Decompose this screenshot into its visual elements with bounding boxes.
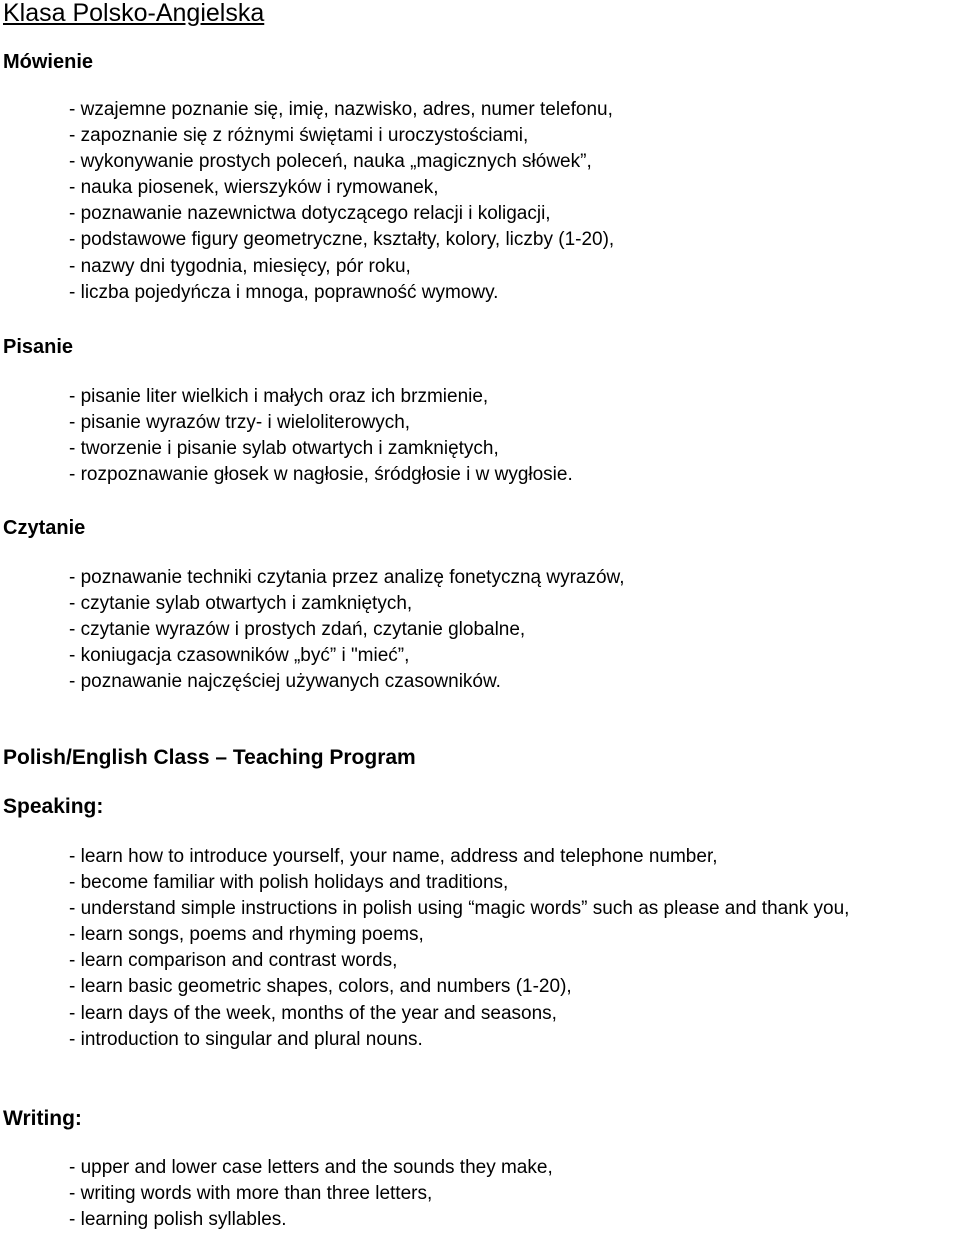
list-item: - learn songs, poems and rhyming poems, — [69, 924, 424, 946]
list-item: - introduction to singular and plural nouns. — [69, 1028, 423, 1050]
czytanie-list — [69, 565, 625, 695]
list-item: - wykonywanie prostych poleceń, nauka „magicznych słówek”, — [69, 151, 592, 173]
section-heading-mowienie: Mówienie — [3, 51, 94, 73]
document-title-polish: Klasa Polsko-Angielska — [3, 0, 265, 27]
list-item: - poznawanie najczęściej używanych czasowników. — [69, 671, 501, 693]
list-item: - czytanie sylab otwartych i zamkniętych, — [69, 593, 413, 615]
list-item: - poznawanie nazewnictwa dotyczącego relacji i koligacji, — [69, 203, 551, 225]
list-item: - rozpoznawanie głosek w nagłosie, śródgłosie i w wygłosie. — [69, 464, 573, 486]
mowienie-list — [69, 97, 614, 306]
pisanie-list — [69, 384, 573, 488]
list-item: - czytanie wyrazów i prostych zdań, czytanie globalne, — [69, 619, 526, 641]
list-item: - pisanie wyrazów trzy- i wieloliterowych, — [69, 412, 411, 434]
list-item: - understand simple instructions in polish using “magic words” such as please and thank you, — [69, 898, 850, 920]
section-heading-pisanie: Pisanie — [3, 336, 74, 358]
list-item: - poznawanie techniki czytania przez analizę fonetyczną wyrazów, — [69, 567, 625, 588]
section-heading-speaking: Speaking: — [3, 795, 104, 818]
list-item: - pisanie liter wielkich i małych oraz ich brzmienie, — [69, 386, 489, 407]
list-item: - koniugacja czasowników „być” i "mieć”, — [69, 645, 410, 667]
list-item: - learn days of the week, months of the year and seasons, — [69, 1002, 557, 1024]
list-item: - writing words with more than three letters, — [69, 1183, 433, 1205]
list-item: - nazwy dni tygodnia, miesięcy, pór roku, — [69, 255, 411, 277]
speaking-list — [69, 844, 960, 1053]
list-item: - zapoznanie się z różnymi świętami i uroczystościami, — [69, 125, 529, 147]
section-heading-czytanie: Czytanie — [3, 517, 86, 539]
section-heading-writing: Writing: — [3, 1107, 82, 1130]
list-item: - nauka piosenek, wierszyków i rymowanek, — [69, 177, 439, 199]
list-item: - learn how to introduce yourself, your name, address and telephone number, — [69, 846, 718, 867]
list-item: - learn comparison and contrast words, — [69, 950, 398, 972]
list-item: - tworzenie i pisanie sylab otwartych i zamkniętych, — [69, 438, 499, 460]
list-item: - upper and lower case letters and the sounds they make, — [69, 1157, 553, 1178]
writing-list — [69, 1155, 960, 1233]
list-item: - podstawowe figury geometryczne, kształty, kolory, liczby (1-20), — [69, 229, 615, 251]
document-title-english: Polish/English Class – Teaching Program — [3, 746, 416, 769]
list-item: - liczba pojedyńcza i mnoga, poprawność wymowy. — [69, 281, 499, 303]
list-item: - learn basic geometric shapes, colors, and numbers (1-20), — [69, 976, 572, 998]
list-item: - wzajemne poznanie się, imię, nazwisko, adres, numer telefonu, — [69, 99, 613, 120]
list-item: - learning polish syllables. — [69, 1209, 287, 1231]
list-item: - become familiar with polish holidays and traditions, — [69, 872, 509, 894]
